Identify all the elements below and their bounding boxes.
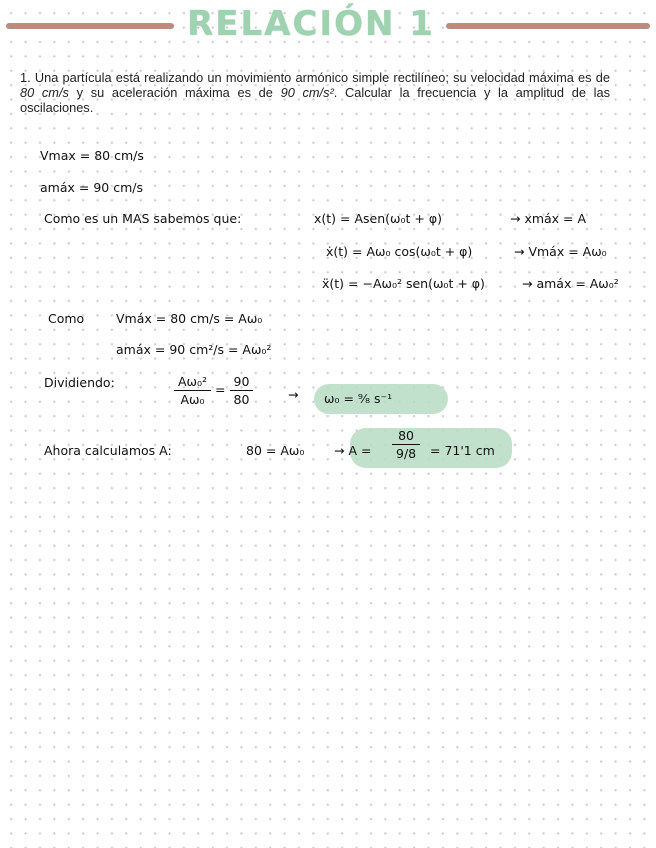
division-arrow: → — [288, 387, 299, 402]
position-equation: x(t) = Asen(ω₀t + φ) — [314, 211, 442, 226]
problem-text-a: Una partícula está realizando un movimiento armónico simple rectilíneo; su velocidad máxima es de — [34, 70, 610, 85]
amplitude-result: = 71'1 cm — [430, 443, 495, 458]
vmax-relation: Vmáx = 80 cm/s = Aω₀ — [116, 311, 263, 326]
amplitude-arrow: → A = — [334, 443, 372, 458]
dividing-label: Dividiendo: — [44, 375, 115, 390]
problem-number: 1. — [20, 70, 31, 85]
header-rule-left — [6, 23, 174, 29]
ahora-label: Ahora calculamos A: — [44, 443, 172, 458]
fraction-left-numerator: Aω₀² — [174, 374, 211, 391]
problem-statement — [20, 70, 610, 115]
mas-label: Como es un MAS sabemos que: — [44, 211, 242, 226]
fraction-right — [230, 374, 254, 407]
fraction-right-denominator: 80 — [233, 392, 250, 407]
acceleration-value: 90 cm/s² — [280, 85, 334, 100]
vmax-line: Vmax = 80 cm/s — [40, 148, 144, 163]
amax-relation: amáx = 90 cm²/s = Aω₀² — [116, 342, 272, 357]
fraction-left — [174, 374, 211, 407]
fraction-left-denominator: Aω₀ — [180, 392, 205, 407]
amplitude-fraction — [392, 428, 420, 461]
equals-sign: = — [215, 382, 226, 397]
velocity-value: 80 cm/s — [20, 85, 69, 100]
problem-text-b: y su aceleración máxima es de — [68, 85, 281, 100]
omega-result: ω₀ = ⁹⁄₈ s⁻¹ — [324, 391, 393, 406]
division-expression — [174, 374, 253, 407]
amax-line: amáx = 90 cm/s — [40, 180, 143, 195]
header-rule-right — [446, 23, 650, 29]
amplitude-fraction-numerator: 80 — [392, 428, 420, 445]
problem-text-c: . Calcular la frecuencia y la amplitud de las oscilaciones. — [20, 85, 610, 115]
como-label: Como — [48, 311, 85, 326]
position-max: → xmáx = A — [510, 211, 587, 226]
acceleration-equation: ẍ(t) = −Aω₀² sen(ω₀t + φ) — [322, 276, 485, 291]
amplitude-relation: 80 = Aω₀ — [246, 443, 305, 458]
velocity-max: → Vmáx = Aω₀ — [514, 244, 607, 259]
amplitude-fraction-wrap — [392, 428, 420, 461]
velocity-equation: ẋ(t) = Aω₀ cos(ω₀t + φ) — [326, 244, 473, 259]
page-title: RELACIÓN 1 — [187, 4, 435, 44]
acceleration-max: → amáx = Aω₀² — [522, 276, 619, 291]
fraction-right-numerator: 90 — [230, 374, 254, 391]
amplitude-fraction-denominator: 9/8 — [396, 446, 417, 461]
